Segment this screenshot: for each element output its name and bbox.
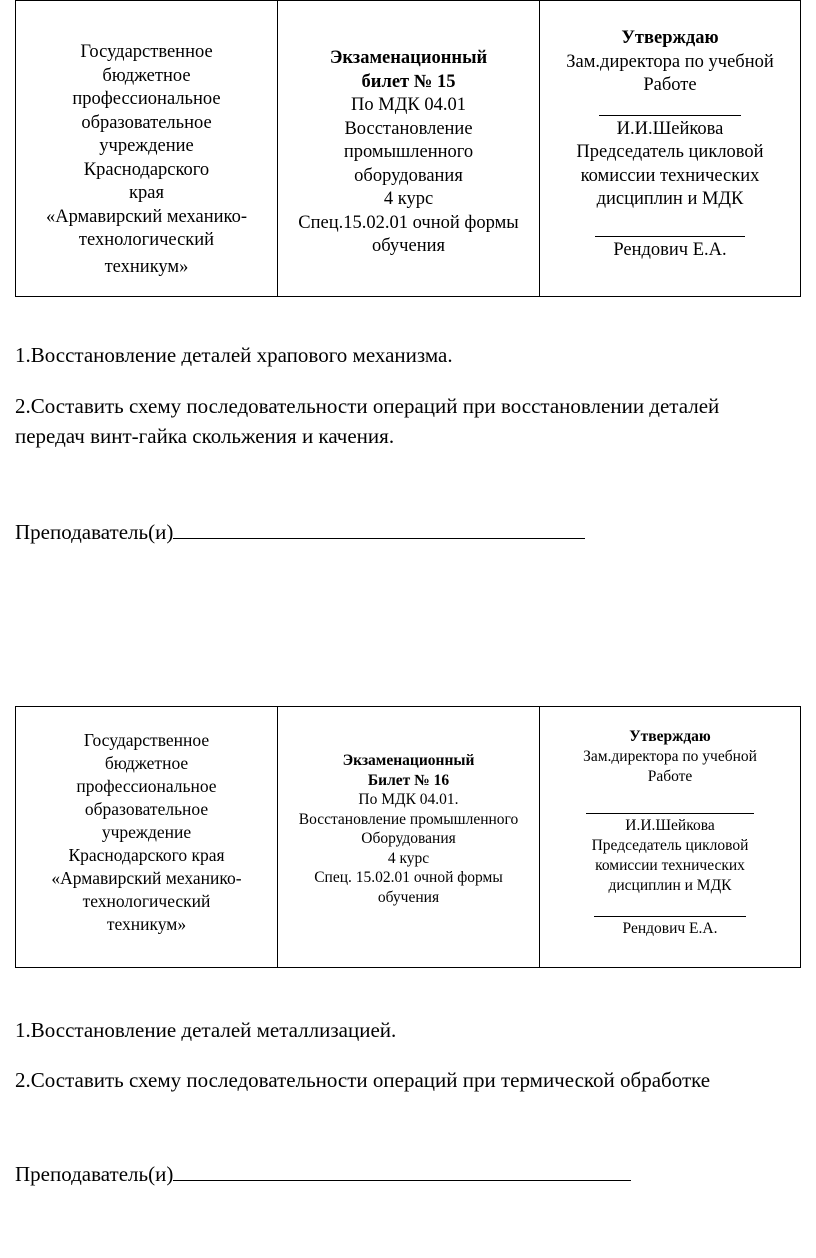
approve-line: Зам.директора по учебной [583, 748, 757, 765]
institution-line: технологический [82, 891, 211, 911]
teacher-signature [15, 520, 585, 545]
institution-line: «Армавирский механико- [51, 868, 242, 888]
approval-cell [540, 707, 800, 967]
institution-line: бюджетное [104, 753, 189, 773]
approver-name: И.И.Шейкова [625, 817, 715, 834]
ticket-title: Экзаменационный [342, 752, 475, 769]
institution-line: профессиональное [76, 776, 217, 796]
ticket-header-table [15, 706, 801, 968]
signature-line [173, 1178, 631, 1181]
ticket-number: билет № 15 [361, 71, 456, 92]
course-line: Спец.15.02.01 очной формы [298, 212, 519, 233]
approve-line: Работе [643, 75, 697, 95]
ticket-title-cell [278, 1, 540, 296]
approve-line: Председатель цикловой [591, 837, 749, 854]
question-1: 1.Восстановление деталей храпового механизма. [15, 343, 453, 367]
approve-title: Утверждаю [629, 728, 711, 745]
approval-cell [540, 1, 800, 296]
course-line: Спец. 15.02.01 очной формы [314, 869, 503, 886]
course-line: промышленного [343, 142, 474, 162]
course-line: 4 курс [383, 189, 434, 209]
institution-line: технологический [78, 230, 215, 250]
approve-line: Председатель цикловой [576, 142, 764, 162]
institution-line: образовательное [84, 799, 209, 819]
question-2: 2.Составить схему последовательности операций при восстановлении деталей передач винт-гайка скольжения и качения. [15, 394, 720, 448]
approve-line: комиссии технических [595, 857, 745, 874]
institution-line: техникум» [106, 914, 187, 934]
ticket-title: Экзаменационный [329, 48, 488, 68]
approve-line: Работе [647, 768, 693, 785]
teacher-label: Преподаватель(и) [15, 1162, 174, 1186]
institution-line: Государственное [80, 42, 213, 62]
approver-name: Рендович Е.А. [613, 239, 727, 260]
teacher-label: Преподаватель(и) [15, 520, 174, 544]
ticket-title-cell [278, 707, 540, 967]
signature-line [586, 787, 754, 814]
institution-line: Краснодарского края [68, 845, 225, 865]
signature-line [599, 98, 741, 116]
approver-name: Рендович Е.А. [622, 920, 718, 937]
course-line: По МДК 04.01. [358, 791, 459, 808]
institution-cell [16, 707, 278, 967]
approve-line: дисциплин и МДК [596, 189, 744, 209]
institution-cell [16, 1, 278, 296]
course-line: Оборудования [361, 830, 456, 847]
institution-line: образовательное [81, 112, 212, 133]
signature-line [594, 896, 746, 917]
ticket-header-table [15, 0, 801, 297]
course-line: Восстановление [344, 118, 473, 139]
approver-name: И.И.Шейкова [616, 118, 724, 139]
institution-line: края [129, 183, 164, 203]
teacher-signature [15, 1162, 631, 1187]
signature-line [595, 212, 745, 237]
approve-line: Зам.директора по учебной [566, 51, 774, 72]
course-line: 4 курс [387, 849, 430, 867]
course-line: оборудования [354, 165, 463, 186]
institution-line: «Армавирский механико- [45, 206, 248, 227]
institution-line: техникум» [104, 256, 189, 277]
institution-line: учреждение [101, 822, 192, 842]
approve-line: комиссии технических [580, 165, 760, 186]
approve-title: Утверждаю [621, 28, 719, 48]
ticket-number: Билет № 16 [367, 771, 450, 789]
approve-line: дисциплин и МДК [608, 877, 732, 894]
course-line: обучения [371, 236, 446, 256]
signature-line [173, 536, 585, 539]
institution-line: бюджетное [102, 65, 191, 86]
institution-line: Государственное [83, 730, 210, 750]
institution-line: Краснодарского [83, 159, 210, 180]
institution-line: учреждение [99, 136, 194, 156]
question-1: 1.Восстановление деталей металлизацией. [15, 1018, 397, 1042]
course-line: обучения [377, 888, 440, 906]
question-2: 2.Составить схему последовательности операций при термической обработке [15, 1068, 711, 1092]
course-line: Восстановление промышленного [298, 810, 519, 828]
institution-line: профессиональное [72, 89, 221, 109]
course-line: По МДК 04.01 [351, 95, 466, 115]
